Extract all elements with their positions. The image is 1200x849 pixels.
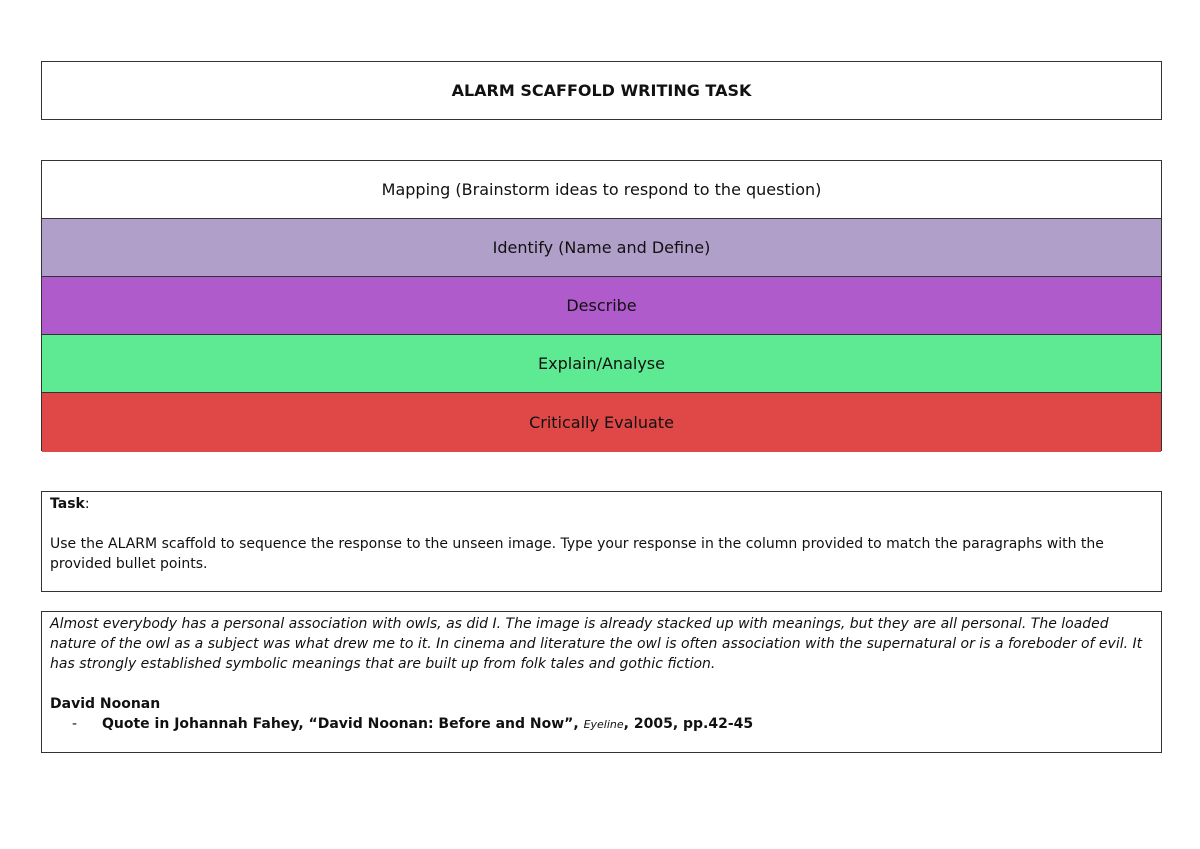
citation [50, 714, 1153, 735]
row-describe [42, 277, 1161, 335]
row-label: Describe [566, 296, 637, 315]
task-heading: Task [50, 496, 85, 512]
citation-post: , 2005, pp.42-45 [623, 716, 754, 732]
row-identify [42, 219, 1161, 277]
row-explain-analyse [42, 335, 1161, 393]
row-critically-evaluate [42, 393, 1161, 452]
citation-dash: - [72, 716, 78, 732]
row-mapping [42, 161, 1161, 219]
document-title: ALARM SCAFFOLD WRITING TASK [41, 61, 1162, 120]
task-colon: : [84, 496, 90, 512]
quote-author: David Noonan [50, 696, 161, 712]
citation-pre: Quote in Johannah Fahey, “David Noonan: Before and Now”, [102, 716, 584, 732]
task-box [41, 491, 1162, 592]
row-label: Critically Evaluate [529, 413, 674, 432]
task-body: Use the ALARM scaffold to sequence the response to the unseen image. Type your response in the column provided to match the paragraphs with the provided bullet points. [50, 536, 1104, 572]
citation-journal: Eyeline [583, 718, 624, 731]
row-label: Mapping (Brainstorm ideas to respond to the question) [381, 180, 822, 199]
alarm-scaffold-table [41, 160, 1162, 451]
row-label: Explain/Analyse [538, 354, 665, 373]
quote-box [41, 611, 1162, 753]
quote-text: Almost everybody has a personal association with owls, as did I. The image is already stacked up with meanings, but they are all personal. The loaded nature of the owl as a subject was what drew me to it. In cinema and literature the owl is often association with the supernatural or is a foreboder of evil. It has strongly established symbolic meanings that are built up from folk tales and gothic fiction. [50, 616, 1143, 672]
row-label: Identify (Name and Define) [492, 238, 711, 257]
